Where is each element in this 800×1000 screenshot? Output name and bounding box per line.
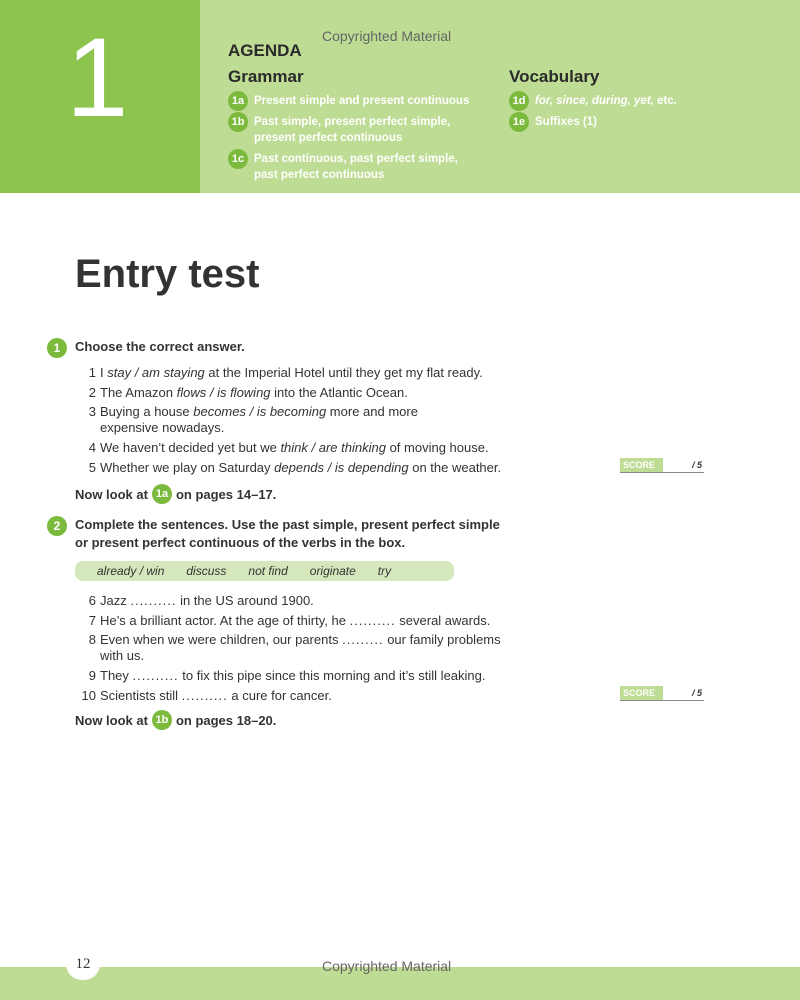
question-item <box>78 668 486 684</box>
reference-text: Now look at <box>75 712 148 728</box>
exercise-number: 2 <box>47 516 67 536</box>
question-item <box>78 365 483 381</box>
agenda-item-label: Present simple and present continuous <box>254 95 470 107</box>
lesson-badge: 1b <box>228 112 248 132</box>
item-text: expensive nowadays. <box>100 420 225 435</box>
question-item <box>78 688 332 704</box>
item-text: with us. <box>100 648 145 663</box>
item-text: Jazz <box>100 593 131 608</box>
item-text: on the weather. <box>408 460 502 475</box>
choice-options[interactable]: think / are thinking <box>280 440 386 455</box>
agenda-item-label: past perfect continuous <box>254 169 385 181</box>
item-text: He’s a brilliant actor. At the age of thirty, he <box>100 613 350 628</box>
item-number: 7 <box>88 613 96 628</box>
score-total: / 5 <box>691 688 702 698</box>
exercise-1-reference <box>75 484 276 504</box>
agenda-item-label: Past simple, present perfect simple, <box>254 116 451 128</box>
unit-number: 1 <box>66 15 129 140</box>
question-item <box>78 440 489 456</box>
choice-options[interactable]: becomes / is becoming <box>193 404 327 419</box>
exercise-number: 1 <box>47 338 67 358</box>
answer-gap[interactable]: .......... <box>181 688 228 703</box>
agenda-item-label: etc. <box>653 95 677 107</box>
word: discuss <box>186 564 227 578</box>
agenda-item[interactable] <box>228 93 500 111</box>
agenda-item[interactable] <box>509 114 769 132</box>
choice-options[interactable]: depends / is depending <box>274 460 409 475</box>
exercise-1-instruction <box>47 338 245 358</box>
item-text: to fix this pipe since this morning and it’s still leaking. <box>178 668 486 683</box>
score-label: SCORE <box>620 458 663 472</box>
agenda-item-label: Suffixes (1) <box>535 116 597 128</box>
answer-gap[interactable]: .......... <box>130 593 177 608</box>
watermark: Copyrighted Material <box>322 28 452 44</box>
answer-gap[interactable]: ......... <box>342 632 384 647</box>
question-item <box>78 613 490 629</box>
question-item <box>78 593 314 609</box>
instruction-text: Choose the correct answer. <box>75 339 245 354</box>
item-text: Whether we play on Saturday <box>100 460 275 475</box>
item-text: Buying a house <box>100 404 194 419</box>
page-title: Entry test <box>75 252 260 296</box>
item-number: 5 <box>88 460 96 475</box>
word: already / win <box>97 564 165 578</box>
exercise-2-reference <box>75 710 276 730</box>
score-label: SCORE <box>620 686 663 700</box>
item-text: into the Atlantic Ocean. <box>270 385 408 400</box>
vocabulary-title: Vocabulary <box>509 67 600 86</box>
agenda-item[interactable] <box>228 114 500 146</box>
item-text: at the Imperial Hotel until they get my flat ready. <box>204 365 483 380</box>
word: originate <box>309 564 356 578</box>
item-text: Scientists still <box>100 688 182 703</box>
item-text: several awards. <box>395 613 491 628</box>
item-text: The Amazon <box>100 385 177 400</box>
question-item <box>78 460 501 476</box>
agenda-title: AGENDA <box>228 41 302 60</box>
agenda-item-label: for, since, during, yet, <box>535 95 654 107</box>
item-text: We haven’t decided yet but we <box>100 440 281 455</box>
item-number: 1 <box>88 365 96 380</box>
score-box[interactable] <box>620 458 704 473</box>
instruction-text: or present perfect continuous of the verbs in the box. <box>75 535 406 550</box>
item-text: more and more <box>326 404 418 419</box>
item-number: 6 <box>88 593 96 608</box>
item-number: 3 <box>88 404 96 419</box>
reference-text: Now look at <box>75 486 148 502</box>
unit-number-block <box>0 0 200 193</box>
agenda-item-label: Past continuous, past perfect simple, <box>254 153 458 165</box>
grammar-title: Grammar <box>228 67 304 86</box>
item-number: 4 <box>88 440 96 455</box>
answer-gap[interactable]: .......... <box>132 668 179 683</box>
item-number: 9 <box>88 668 96 683</box>
lesson-badge: 1a <box>228 91 248 111</box>
answer-gap[interactable]: .......... <box>349 613 396 628</box>
lesson-badge[interactable]: 1b <box>152 710 172 730</box>
question-item <box>78 404 418 436</box>
item-text: a cure for cancer. <box>227 688 332 703</box>
item-text: of moving house. <box>385 440 489 455</box>
item-text: our family problems <box>383 632 501 647</box>
word: not find <box>248 564 288 578</box>
instruction-text: Complete the sentences. Use the past simple, present perfect simple <box>75 517 500 532</box>
agenda-item[interactable] <box>228 151 500 183</box>
lesson-badge[interactable]: 1a <box>152 484 172 504</box>
reference-text: on pages 18–20. <box>175 712 277 728</box>
item-number: 10 <box>81 688 96 703</box>
item-number: 8 <box>88 632 96 647</box>
choice-options[interactable]: stay / am staying <box>107 365 205 380</box>
watermark: Copyrighted Material <box>322 958 452 974</box>
agenda-item[interactable] <box>509 93 769 111</box>
reference-text: on pages 14–17. <box>175 486 277 502</box>
item-text: They <box>100 668 133 683</box>
word: try <box>377 564 392 578</box>
item-text: I <box>100 365 108 380</box>
page-number: 12 <box>66 950 100 980</box>
exercise-2-instruction <box>47 516 500 552</box>
question-item <box>78 385 408 401</box>
score-total: / 5 <box>691 460 702 470</box>
question-item <box>78 632 501 664</box>
item-text: in the US around 1900. <box>176 593 314 608</box>
lesson-badge: 1d <box>509 91 529 111</box>
score-box[interactable] <box>620 686 704 701</box>
lesson-badge: 1e <box>509 112 529 132</box>
item-text: Even when we were children, our parents <box>100 632 343 647</box>
agenda-item-label: present perfect continuous <box>254 132 403 144</box>
choice-options[interactable]: flows / is flowing <box>176 385 271 400</box>
word-box <box>75 561 454 581</box>
item-number: 2 <box>88 385 96 400</box>
lesson-badge: 1c <box>228 149 248 169</box>
